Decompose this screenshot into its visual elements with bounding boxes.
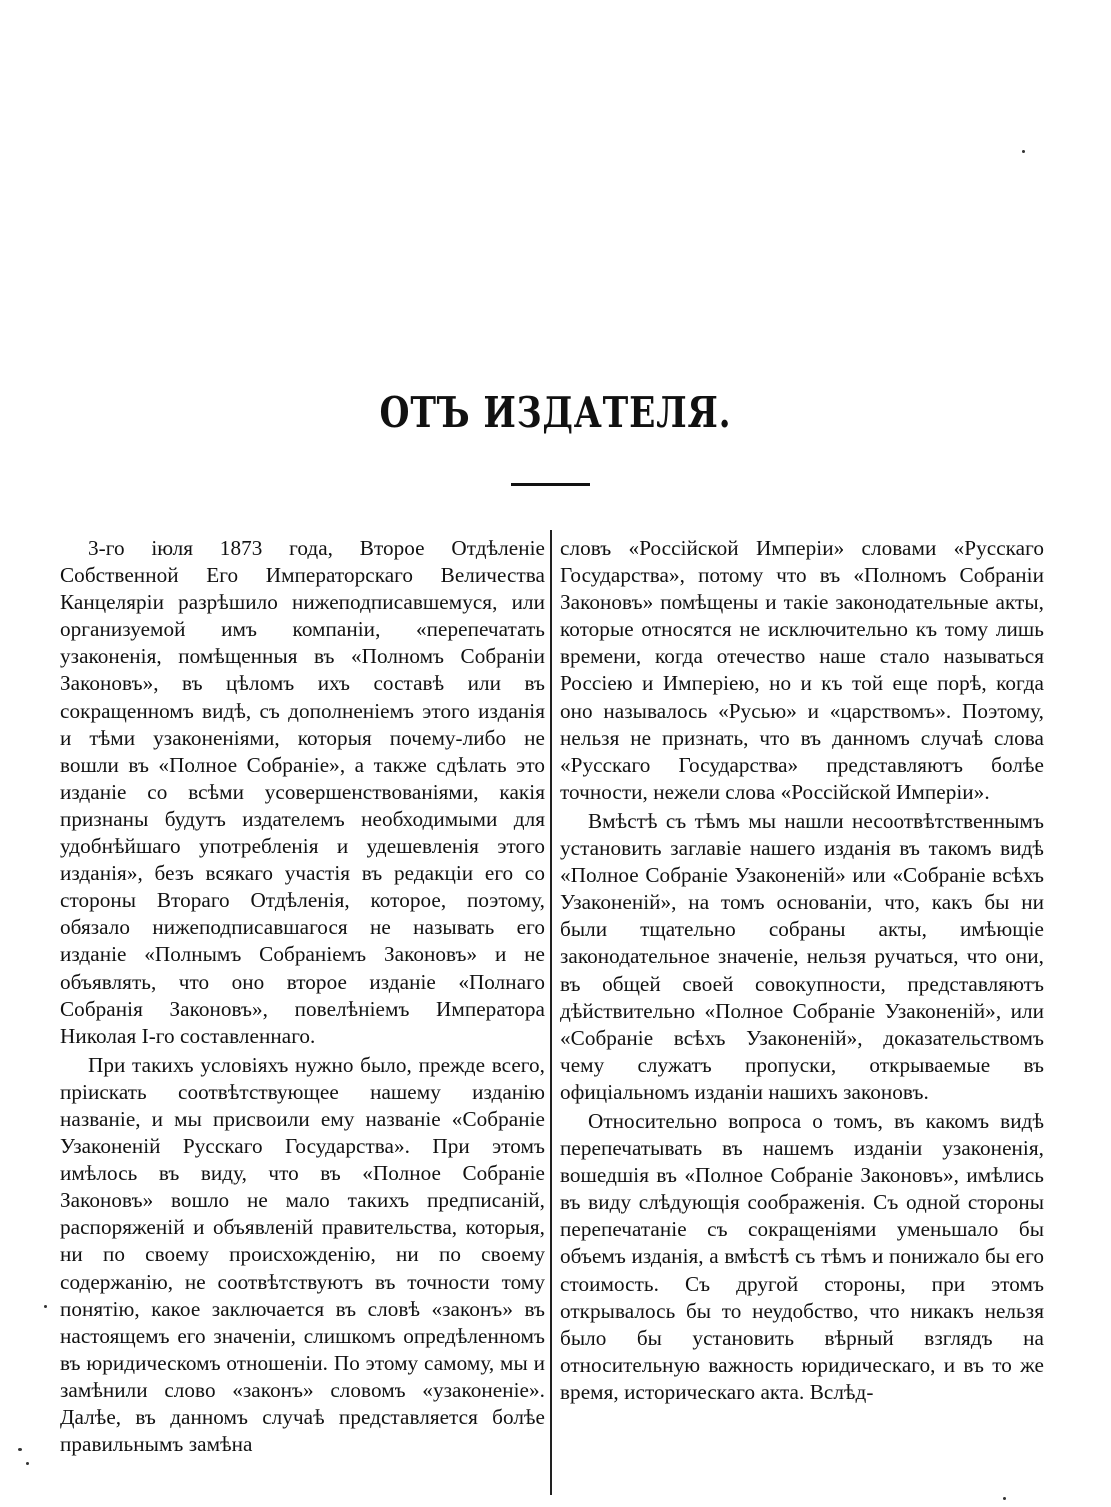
scan-speck (1022, 150, 1025, 153)
page-title: ОТЪ ИЗДАТЕЛЯ. (379, 388, 732, 437)
paragraph: Вмѣстѣ съ тѣмъ мы нашли несоотвѣтственнымъ установить заглавіе нашего изданія въ такомъ видѣ «Полное Собраніе Узаконеній» или «Собраніе всѣхъ Узаконеній», на томъ основаніи, что, какъ бы ни были тщательно собраны акты, имѣющіе законодательное значеніе, нельзя ручаться, что они, въ общей своей совокупности, представляютъ дѣйствительно «Полное Собраніе Узаконеній», или «Собраніе всѣхъ Узаконеній», доказательствомъ чему служатъ пропуски, открываемые въ офиціальномъ изданіи нашихъ законовъ. (560, 808, 1044, 1104)
scan-speck (1003, 1497, 1006, 1500)
paragraph: При такихъ условіяхъ нужно было, прежде всего, пріискать соотвѣтствующее нашему изданію названіе, и мы присвоили ему названіе «Собраніе Узаконеній Русскаго Государства». При этомъ имѣлось въ виду, что въ «Полное Собраніе Законовъ» вошло не мало такихъ предписаній, распоряженій и объявленій правительства, которыя, ни по своему происхожденію, ни по своему содержанію, не соотвѣтствуютъ въ точности тому понятію, какое заключается въ словѣ «законъ» въ настоящемъ его значеніи, слишкомъ опредѣленномъ въ юридическомъ отношеніи. По этому самому, мы и замѣнили слово «законъ» словомъ «узаконеніе». Далѣе, въ данномъ случаѣ представляется болѣе правильнымъ замѣна (60, 1052, 545, 1457)
left-column (60, 535, 545, 1460)
paragraph: словъ «Россійской Имперіи» словами «Русскаго Государства», потому что въ «Полномъ Собраніи Законовъ» помѣщены и такіе законодательные акты, которые относятся не исключительно къ тому лишь времени, когда отечество наше стало называться Россіею и Имперіею, но и къ той еще порѣ, когда оно называлось «Русью» и «царствомъ». Поэтому, нельзя не признать, что въ данномъ случаѣ слова «Русскаго Государства» представляютъ болѣе точности, нежели слова «Россійской Имперіи». (560, 536, 1044, 804)
title-rule (511, 483, 590, 486)
scan-speck (26, 1462, 29, 1465)
paragraph: 3-го іюля 1873 года, Второе Отдѣленіе Собственной Его Императорскаго Величества Канцеляріи разрѣшило нижеподписавшемуся, или организуемой имъ компаніи, «перепечатать узаконенія, помѣщенныя въ «Полномъ Собраніи Законовъ», въ цѣломъ ихъ составѣ или въ сокращенномъ видѣ, съ дополненіемъ этого изданія и тѣми узаконеніями, которыя почему-либо не вошли въ «Полное Собраніе», а также сдѣлать это изданіе со всѣми усовершенствованіями, какія признаны будутъ издателемъ необходимыми для удобнѣйшаго употребленія и удешевленія этого изданія», безъ всякаго участія въ редакціи его со стороны Втораго Отдѣленія, которое, поэтому, обязало нижеподписавшагося не называть его изданіе «Полнымъ Собраніемъ Законовъ» и не объявлять, что оно второе изданіе «Полнаго Собранія Законовъ», повелѣніемъ Императора Николая I-го составленнаго. (60, 536, 545, 1048)
right-column (560, 535, 1044, 1408)
scan-speck (44, 1305, 47, 1308)
column-divider (550, 530, 552, 1495)
scan-speck (18, 1448, 22, 1451)
paragraph: Относительно вопроса о томъ, въ какомъ видѣ перепечатывать въ нашемъ изданіи узаконенія, вошедшія въ «Полное Собраніе Законовъ», имѣлись въ виду слѣдующія соображенія. Съ одной стороны перепечатаніе съ сокращеніями уменьшало бы объемъ изданія, а вмѣстѣ съ тѣмъ и понижало бы его стоимость. Съ другой стороны, при этомъ открывалось бы то неудобство, что никакъ нельзя было бы установить вѣрный взглядъ на относительную важность юридическаго, и въ то же время, историческаго акта. Вслѣд- (560, 1108, 1044, 1404)
